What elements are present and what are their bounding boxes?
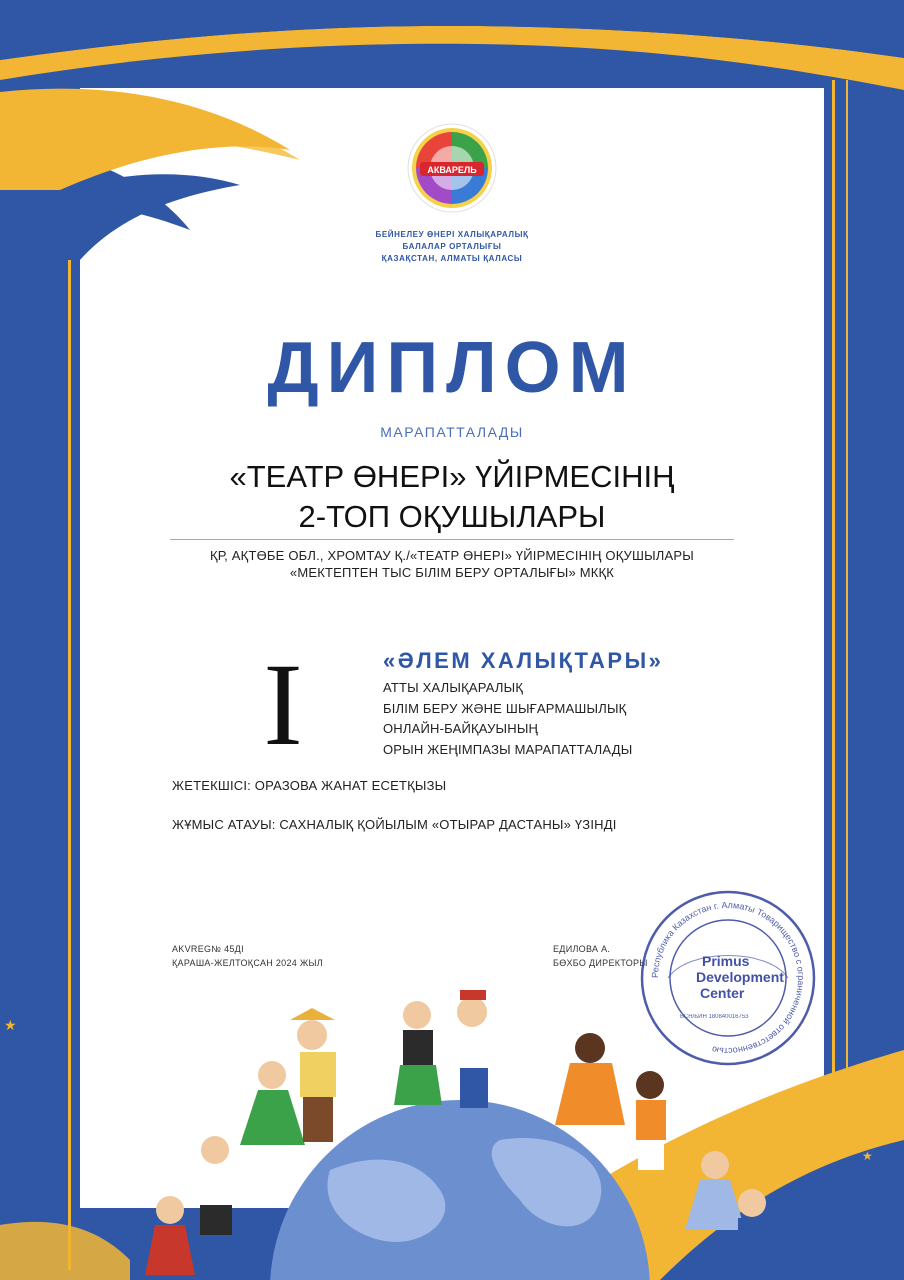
stamp-ring-text: Республика Казахстан г. Алматы Товарищество с ограниченной ответственностью: [649, 899, 807, 1057]
org-line-1: БЕЙНЕЛЕУ ӨНЕРІ ХАЛЫҚАРАЛЫҚ: [375, 230, 529, 239]
registration-date: ҚАРАША-ЖЕЛТОҚСАН 2024 ЖЫЛ: [172, 958, 323, 968]
stamp-center-line-1: Primus: [702, 953, 750, 969]
stamp-center-line-3: Center: [700, 985, 745, 1001]
star-icon: ★: [862, 1149, 873, 1163]
registration-number: AKVREG№ 45ДІ: [172, 944, 244, 954]
contest-line-2: БІЛІМ БЕРУ ЖӘНЕ ШЫҒАРМАШЫЛЫҚ: [383, 701, 627, 716]
stamp-small-text: БСН/БИН 180840016753: [680, 1014, 749, 1020]
org-line-2: БАЛАЛАР ОРТАЛЫҒЫ: [402, 242, 502, 251]
director-name: ЕДИЛОВА А.: [553, 944, 611, 954]
institution-line-1: ҚР, АҚТӨБЕ ОБЛ., ХРОМТАУ Қ./«ТЕАТР ӨНЕРІ» ҮЙІРМЕСІНІҢ ОҚУШЫЛАРЫ: [210, 548, 694, 563]
gold-divider: [170, 539, 734, 540]
contest-line-4: ОРЫН ЖЕҢІМПАЗЫ МАРАПАТТАЛАДЫ: [383, 742, 633, 757]
contest-line-3: ОНЛАЙН-БАЙҚАУЫНЫҢ: [383, 721, 539, 736]
contest-line-1: АТТЫ ХАЛЫҚАРАЛЫҚ: [383, 680, 524, 695]
award-line: МАРАПАТТАЛАДЫ: [380, 424, 524, 440]
place-number: I: [263, 639, 303, 770]
director-role: БӨХБО ДИРЕКТОРЫ: [553, 958, 648, 968]
recipient-line-1: «ТЕАТР ӨНЕРІ» ҮЙІРМЕСІНІҢ: [229, 459, 675, 494]
akvarel-logo: [406, 122, 498, 214]
work-title-line: ЖҰМЫС АТАУЫ: САХНАЛЫҚ ҚОЙЫЛЫМ «ОТЫРАР ДАСТАНЫ» ҮЗІНДІ: [172, 817, 617, 832]
org-line-3: ҚАЗАҚСТАН, АЛМАТЫ ҚАЛАСЫ: [381, 254, 523, 263]
institution-line-2: «МЕКТЕПТЕН ТЫС БІЛІМ БЕРУ ОРТАЛЫҒЫ» МКҚК: [289, 565, 615, 580]
official-stamp: [638, 888, 818, 1068]
left-gold-line: [68, 110, 71, 1270]
supervisor-line: ЖЕТЕКШІСІ: ОРАЗОВА ЖАНАТ ЕСЕТҚЫЗЫ: [172, 778, 447, 793]
stamp-center-line-2: Development: [696, 969, 784, 985]
contest-name: «ӘЛЕМ ХАЛЫҚТАРЫ»: [383, 648, 664, 673]
svg-text:АКВАРЕЛЬ: АКВАРЕЛЬ: [427, 165, 477, 175]
recipient-line-2: 2-ТОП ОҚУШЫЛАРЫ: [298, 499, 606, 534]
star-icon: ★: [4, 1017, 17, 1033]
diploma-title: ДИПЛОМ: [267, 328, 637, 408]
